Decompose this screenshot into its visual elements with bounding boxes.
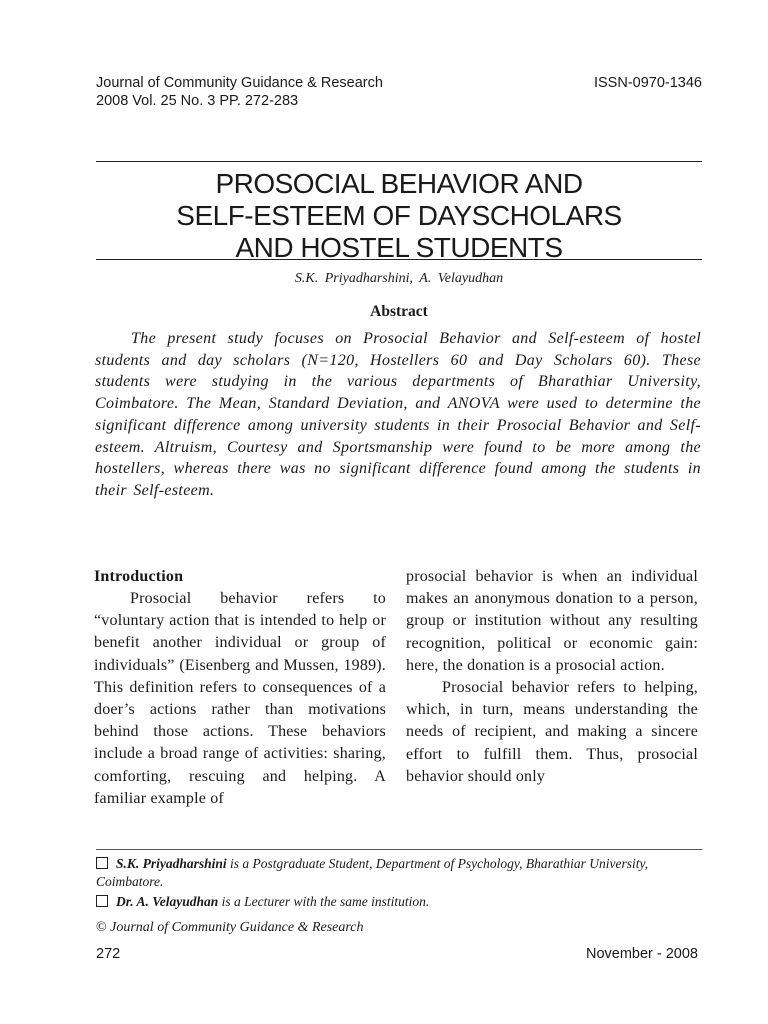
copyright-symbol: © [96, 920, 107, 935]
issn: ISSN-0970-1346 [593, 75, 702, 91]
journal-name: Journal of Community Guidance & Research [96, 75, 383, 91]
authors: S.K. Priyadharshini, A. Velayudhan [294, 271, 504, 286]
introduction-heading: Introduction [94, 568, 184, 585]
article-title [96, 168, 702, 264]
body-paragraph: Prosocial behavior refers to “voluntary action that is intended to help or benefit another individual or group of individuals” (Eisenberg and Mussen, 1989). This definition refers to consequences of a doer’s actions rather than motivations behind those actions. These behaviors include a broad range of activities: sharing, comforting, rescuing and helping. A familiar example of [94, 590, 386, 807]
title-line: PROSOCIAL BEHAVIOR AND [215, 168, 583, 199]
checkbox-bullet-icon [96, 857, 108, 869]
body-paragraph: Prosocial behavior refers to helping, which, in turn, means understanding the needs of recipient, and making a sincere effort to fulfill them. Thus, prosocial behavior should only [406, 679, 698, 785]
checkbox-bullet-icon [96, 895, 108, 907]
footnote [96, 855, 702, 891]
copyright [96, 920, 364, 936]
footnote-text: is a Lecturer with the same institution. [218, 894, 430, 909]
volume-info: 2008 Vol. 25 No. 3 PP. 272-283 [96, 93, 299, 109]
title-top-rule [96, 161, 702, 162]
title-line: SELF-ESTEEM OF DAYSCHOLARS [176, 200, 622, 231]
journal-header [96, 74, 702, 110]
page-number: 272 [96, 946, 121, 962]
title-line: AND HOSTEL STUDENTS [235, 232, 563, 263]
issue-date: November - 2008 [585, 946, 698, 962]
copyright-text: Journal of Community Guidance & Research [110, 920, 364, 935]
footnote-text: is a Postgraduate Student, Department of Psychology, Bharathiar University, Coimbatore. [96, 856, 649, 889]
body-paragraph: prosocial behavior is when an individual makes an anonymous donation to a person, group or institution without any resulting recognition, political or economic gain: here, the donation is a prosocial action. [406, 568, 698, 674]
footnote [96, 893, 702, 911]
right-column [406, 566, 698, 788]
abstract-text: The present study focuses on Prosocial Behavior and Self-esteem of hostel students and day scholars (N=120, Hostellers 60 and Day Scholars 60). These students were studying in the various departments of Bharathiar University, Coimbatore. The Mean, Standard Deviation, and ANOVA were used to determine the significant difference among university students in their Prosocial Behavior and Self-esteem. Altruism, Courtesy and Sportsmanship were found to be more among the hostellers, whereas there was no significant difference found among the students in their Self-esteem. [95, 330, 701, 499]
abstract-heading: Abstract [370, 303, 428, 320]
footnote-name: Dr. A. Velayudhan [116, 894, 219, 909]
title-bottom-rule [96, 259, 702, 260]
left-column [94, 566, 386, 810]
footnote-rule [96, 849, 702, 850]
footnote-name: S.K. Priyadharshini [116, 856, 227, 871]
